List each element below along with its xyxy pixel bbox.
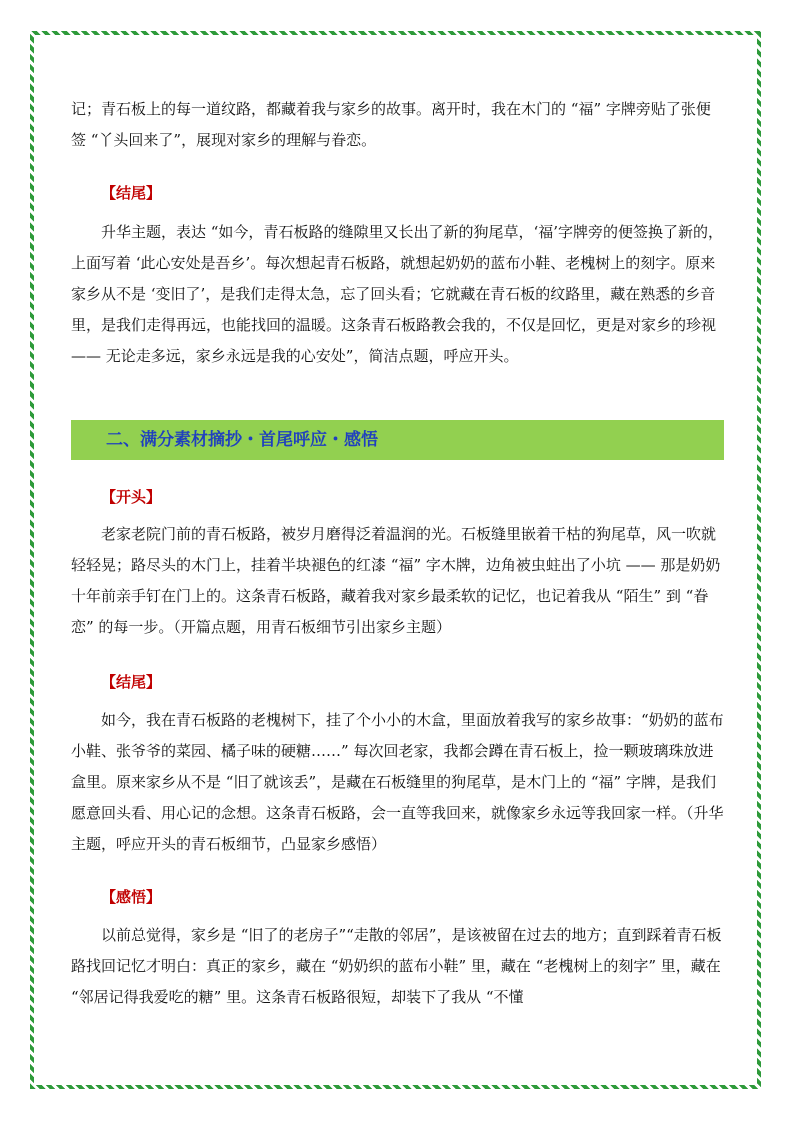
insight-label: 【感悟】: [101, 888, 162, 906]
section-heading: 二、满分素材摘抄・首尾呼应・感悟: [71, 420, 724, 460]
insight-paragraph: 以前总觉得，家乡是 “旧了的老房子”“走散的邻居”，是该被留在过去的地方；直到踩着青石板路找回记忆才明白：真正的家乡，藏在 “奶奶织的蓝布小鞋” 里，藏在 “老槐树上的刻字” 里，藏在 “邻居记得我爱吃的糖” 里。这条青石板路很短，却装下了我从 “不懂: [71, 926, 722, 1006]
continuation-paragraph: 记；青石板上的每一道纹路，都藏着我与家乡的故事。离开时，我在木门的 “福” 字牌旁贴了张便签 “丫头回来了”，展现对家乡的理解与眷恋。: [71, 100, 711, 149]
ending-paragraph: 升华主题，表达 “如今，青石板路的缝隙里又长出了新的狗尾草，‘福’字牌旁的便签换了新的，上面写着 ‘此心安处是吾乡’。每次想起青石板路，就想起奶奶的蓝布小鞋、老槐树上的刻字。原来家乡从不是 ‘变旧了’，是我们走得太急，忘了回头看；它就藏在青石板的纹路里，藏在熟悉的乡音里，是我们走得再远，也能找回的温暖。这条青石板路教会我的，不仅是回忆，更是对家乡的珍视 —— 无论走多远，家乡永远是我的心安处”，简洁点题，呼应开头。: [71, 223, 723, 365]
ending-paragraph-2: 如今，我在青石板路的老槐树下，挂了个小小的木盒，里面放着我写的家乡故事：“奶奶的蓝布小鞋、张爷爷的菜园、橘子味的硬糖……” 每次回老家，我都会蹲在青石板上，捡一颗玻璃珠放进盒里。原来家乡从不是 “旧了就该丢”，是藏在石板缝里的狗尾草，是木门上的 “福” 字牌，是我们愿意回头看、用心记的念想。这条青石板路，会一直等我回来，就像家乡永远等我回家一样。（升华主题，呼应开头的青石板细节，凸显家乡感悟）: [71, 711, 724, 853]
opening-paragraph: 老家老院门前的青石板路，被岁月磨得泛着温润的光。石板缝里嵌着干枯的狗尾草，风一吹就轻轻晃；路尽头的木门上，挂着半块褪色的红漆 “福” 字木牌，边角被虫蛀出了小坑 —— 那是奶奶十年前亲手钉在门上的。这条青石板路，藏着我对家乡最柔软的记忆，也记着我从 “陌生” 到 “眷恋” 的每一步。（开篇点题，用青石板细节引出家乡主题）: [71, 525, 721, 636]
ending-label-2: 【结尾】: [101, 673, 162, 691]
ending-label: 【结尾】: [101, 184, 162, 202]
opening-label: 【开头】: [101, 488, 162, 506]
